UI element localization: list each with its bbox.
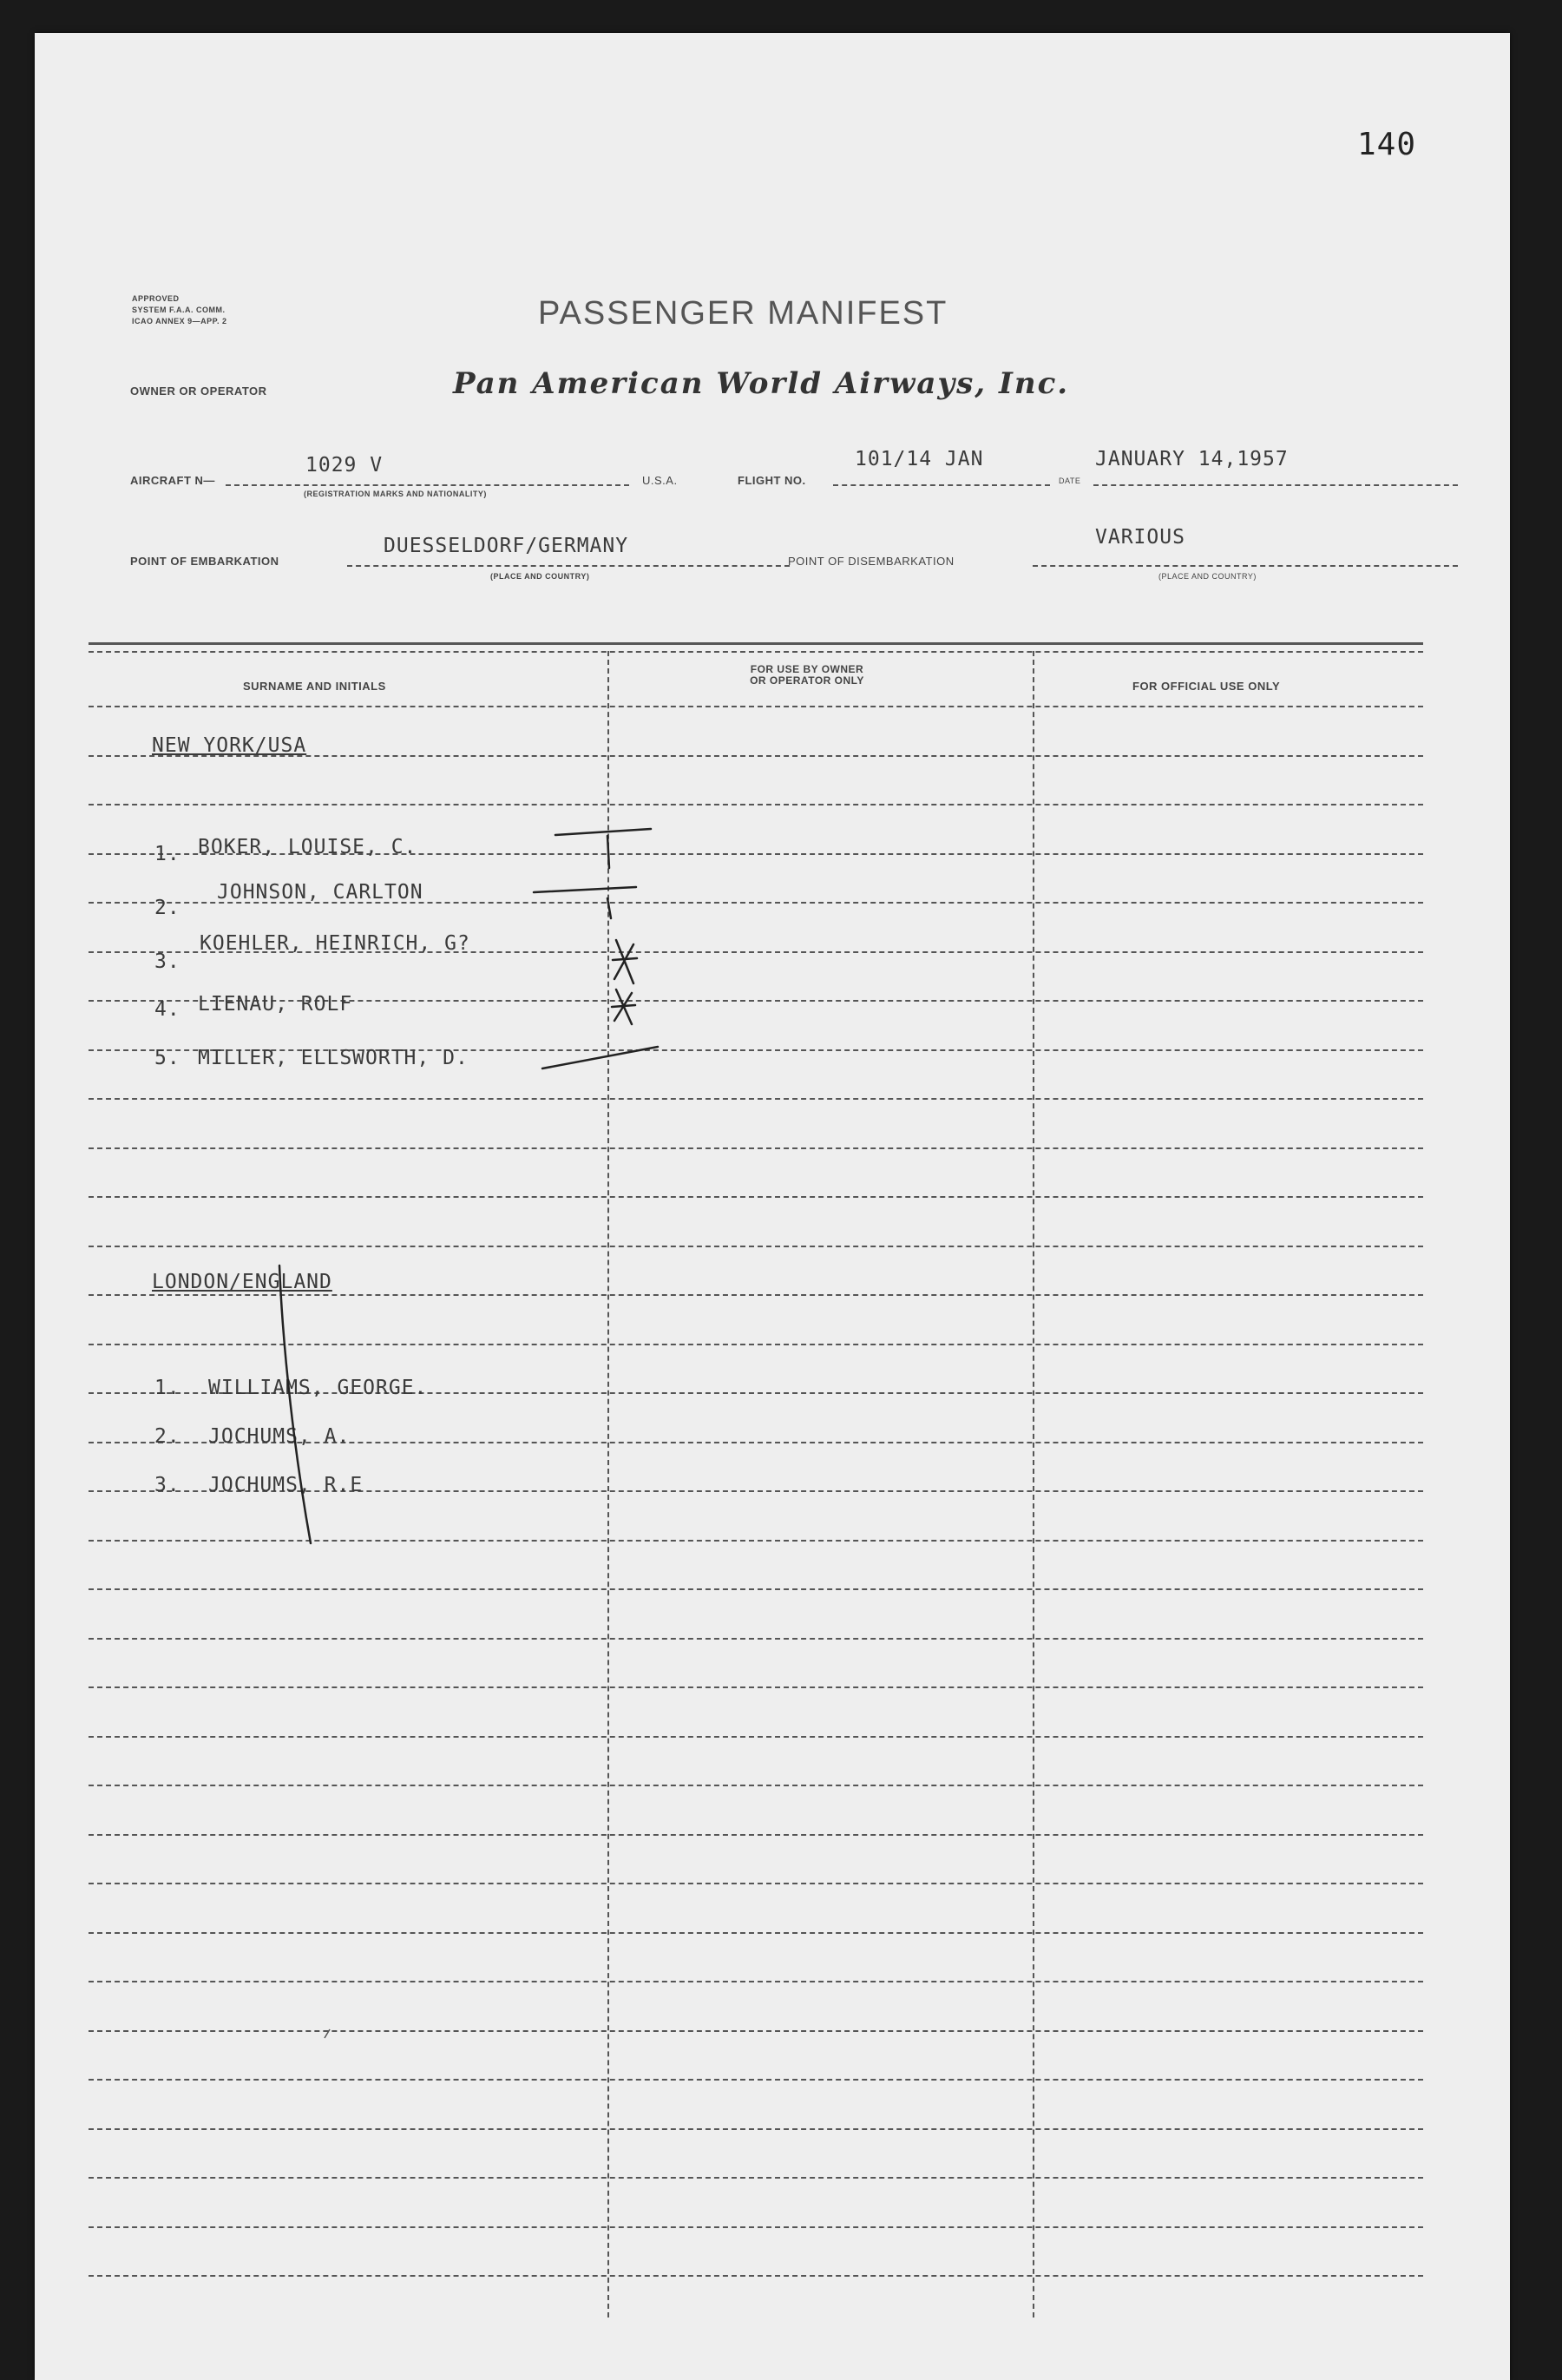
- table-top-rule-2: [89, 651, 1423, 653]
- column-divider-2: [1033, 651, 1034, 2318]
- aircraft-country: U.S.A.: [642, 474, 678, 487]
- table-rule-line: [89, 1932, 1423, 1934]
- table-rule-line: [89, 2030, 1423, 2032]
- page-number: 140: [1357, 127, 1417, 162]
- flight-label: FLIGHT NO.: [738, 474, 806, 487]
- passenger-number: 2.: [154, 897, 180, 919]
- disembarkation-field-line: [1033, 565, 1458, 567]
- aircraft-registration: 1029 V: [305, 454, 384, 477]
- table-rule-line: [89, 2177, 1423, 2179]
- disembarkation-sublabel: (PLACE AND COUNTRY): [1158, 572, 1257, 581]
- passenger-number: 5.: [154, 1047, 180, 1069]
- table-rule-line: [89, 1196, 1423, 1198]
- table-rule-line: [89, 1246, 1423, 1247]
- table-rule-line: [89, 1098, 1423, 1100]
- aircraft-label: AIRCRAFT N—: [130, 474, 215, 487]
- passenger-number: 3.: [154, 950, 180, 973]
- passenger-name: JOCHUMS, R.E: [208, 1474, 364, 1496]
- approval-line: ICAO ANNEX 9—APP. 2: [132, 317, 227, 325]
- embarkation-field-line: [347, 565, 790, 567]
- passenger-name: WILLIAMS, GEORGE.: [208, 1377, 428, 1399]
- table-top-rule: [89, 642, 1423, 645]
- column-header-official: FOR OFFICIAL USE ONLY: [1132, 680, 1281, 693]
- table-rule-line: [89, 706, 1423, 707]
- table-rule-line: [89, 1785, 1423, 1786]
- destination-heading: NEW YORK/USA: [152, 734, 307, 757]
- table-rule-line: [89, 2226, 1423, 2228]
- passenger-name: BOKER, LOUISE, C.: [198, 836, 417, 858]
- embarkation-sublabel: (PLACE AND COUNTRY): [490, 572, 590, 581]
- table-rule-line: [89, 1883, 1423, 1884]
- passenger-number: 3.: [154, 1474, 180, 1496]
- form-title: PASSENGER MANIFEST: [538, 295, 948, 332]
- table-rule-line: [89, 2275, 1423, 2277]
- table-rule-line: [89, 1588, 1423, 1590]
- table-rule-line: [89, 2079, 1423, 2081]
- approval-line: SYSTEM F.A.A. COMM.: [132, 306, 226, 314]
- approval-line: APPROVED: [132, 294, 180, 303]
- manifest-sheet: [35, 33, 1510, 2380]
- table-rule-line: [89, 1294, 1423, 1296]
- date-field-line: [1093, 484, 1458, 486]
- aircraft-field-line: [226, 484, 629, 486]
- embarkation-value: DUESSELDORF/GERMANY: [384, 535, 629, 557]
- owner-label: OWNER OR OPERATOR: [130, 385, 267, 398]
- table-rule-line: [89, 1736, 1423, 1738]
- passenger-name: KOEHLER, HEINRICH, G?: [200, 932, 470, 955]
- destination-heading: LONDON/ENGLAND: [152, 1271, 332, 1293]
- table-rule-line: [89, 1686, 1423, 1688]
- date-label: DATE: [1059, 477, 1081, 485]
- column-header-surname: SURNAME AND INITIALS: [243, 680, 386, 693]
- flight-number: 101/14 JAN: [855, 448, 984, 470]
- disembarkation-value: VARIOUS: [1095, 526, 1185, 549]
- column-divider-1: [607, 651, 609, 2318]
- owner-use-line: FOR USE BY OWNER: [750, 663, 864, 675]
- table-rule-line: [89, 1834, 1423, 1836]
- passenger-name: JOCHUMS, A.: [208, 1425, 351, 1448]
- disembarkation-label: POINT OF DISEMBARKATION: [788, 555, 955, 568]
- flight-field-line: [833, 484, 1050, 486]
- table-rule-line: [89, 1981, 1423, 1982]
- operator-name: Pan American World Airways, Inc.: [453, 366, 1070, 401]
- table-rule-line: [89, 2128, 1423, 2130]
- passenger-name: MILLER, ELLSWORTH, D.: [198, 1047, 469, 1069]
- table-rule-line: [89, 1540, 1423, 1542]
- passenger-number: 2.: [154, 1425, 180, 1448]
- approval-block: [132, 293, 227, 327]
- embarkation-label: POINT OF EMBARKATION: [130, 555, 279, 568]
- table-rule-line: [89, 1638, 1423, 1640]
- table-rule-line: [89, 1344, 1423, 1345]
- aircraft-sublabel: (REGISTRATION MARKS AND NATIONALITY): [304, 490, 487, 498]
- table-rule-line: [89, 804, 1423, 805]
- passenger-name: LIENAU, ROLF: [198, 993, 353, 1016]
- passenger-number: 4.: [154, 998, 180, 1021]
- table-rule-line: [89, 1147, 1423, 1149]
- passenger-number: 1.: [154, 843, 180, 865]
- flight-date: JANUARY 14,1957: [1095, 448, 1289, 470]
- owner-use-line: OR OPERATOR ONLY: [750, 674, 864, 687]
- passenger-name: JOHNSON, CARLTON: [217, 881, 423, 904]
- column-header-owner-use: [729, 664, 885, 687]
- passenger-number: 1.: [154, 1377, 180, 1399]
